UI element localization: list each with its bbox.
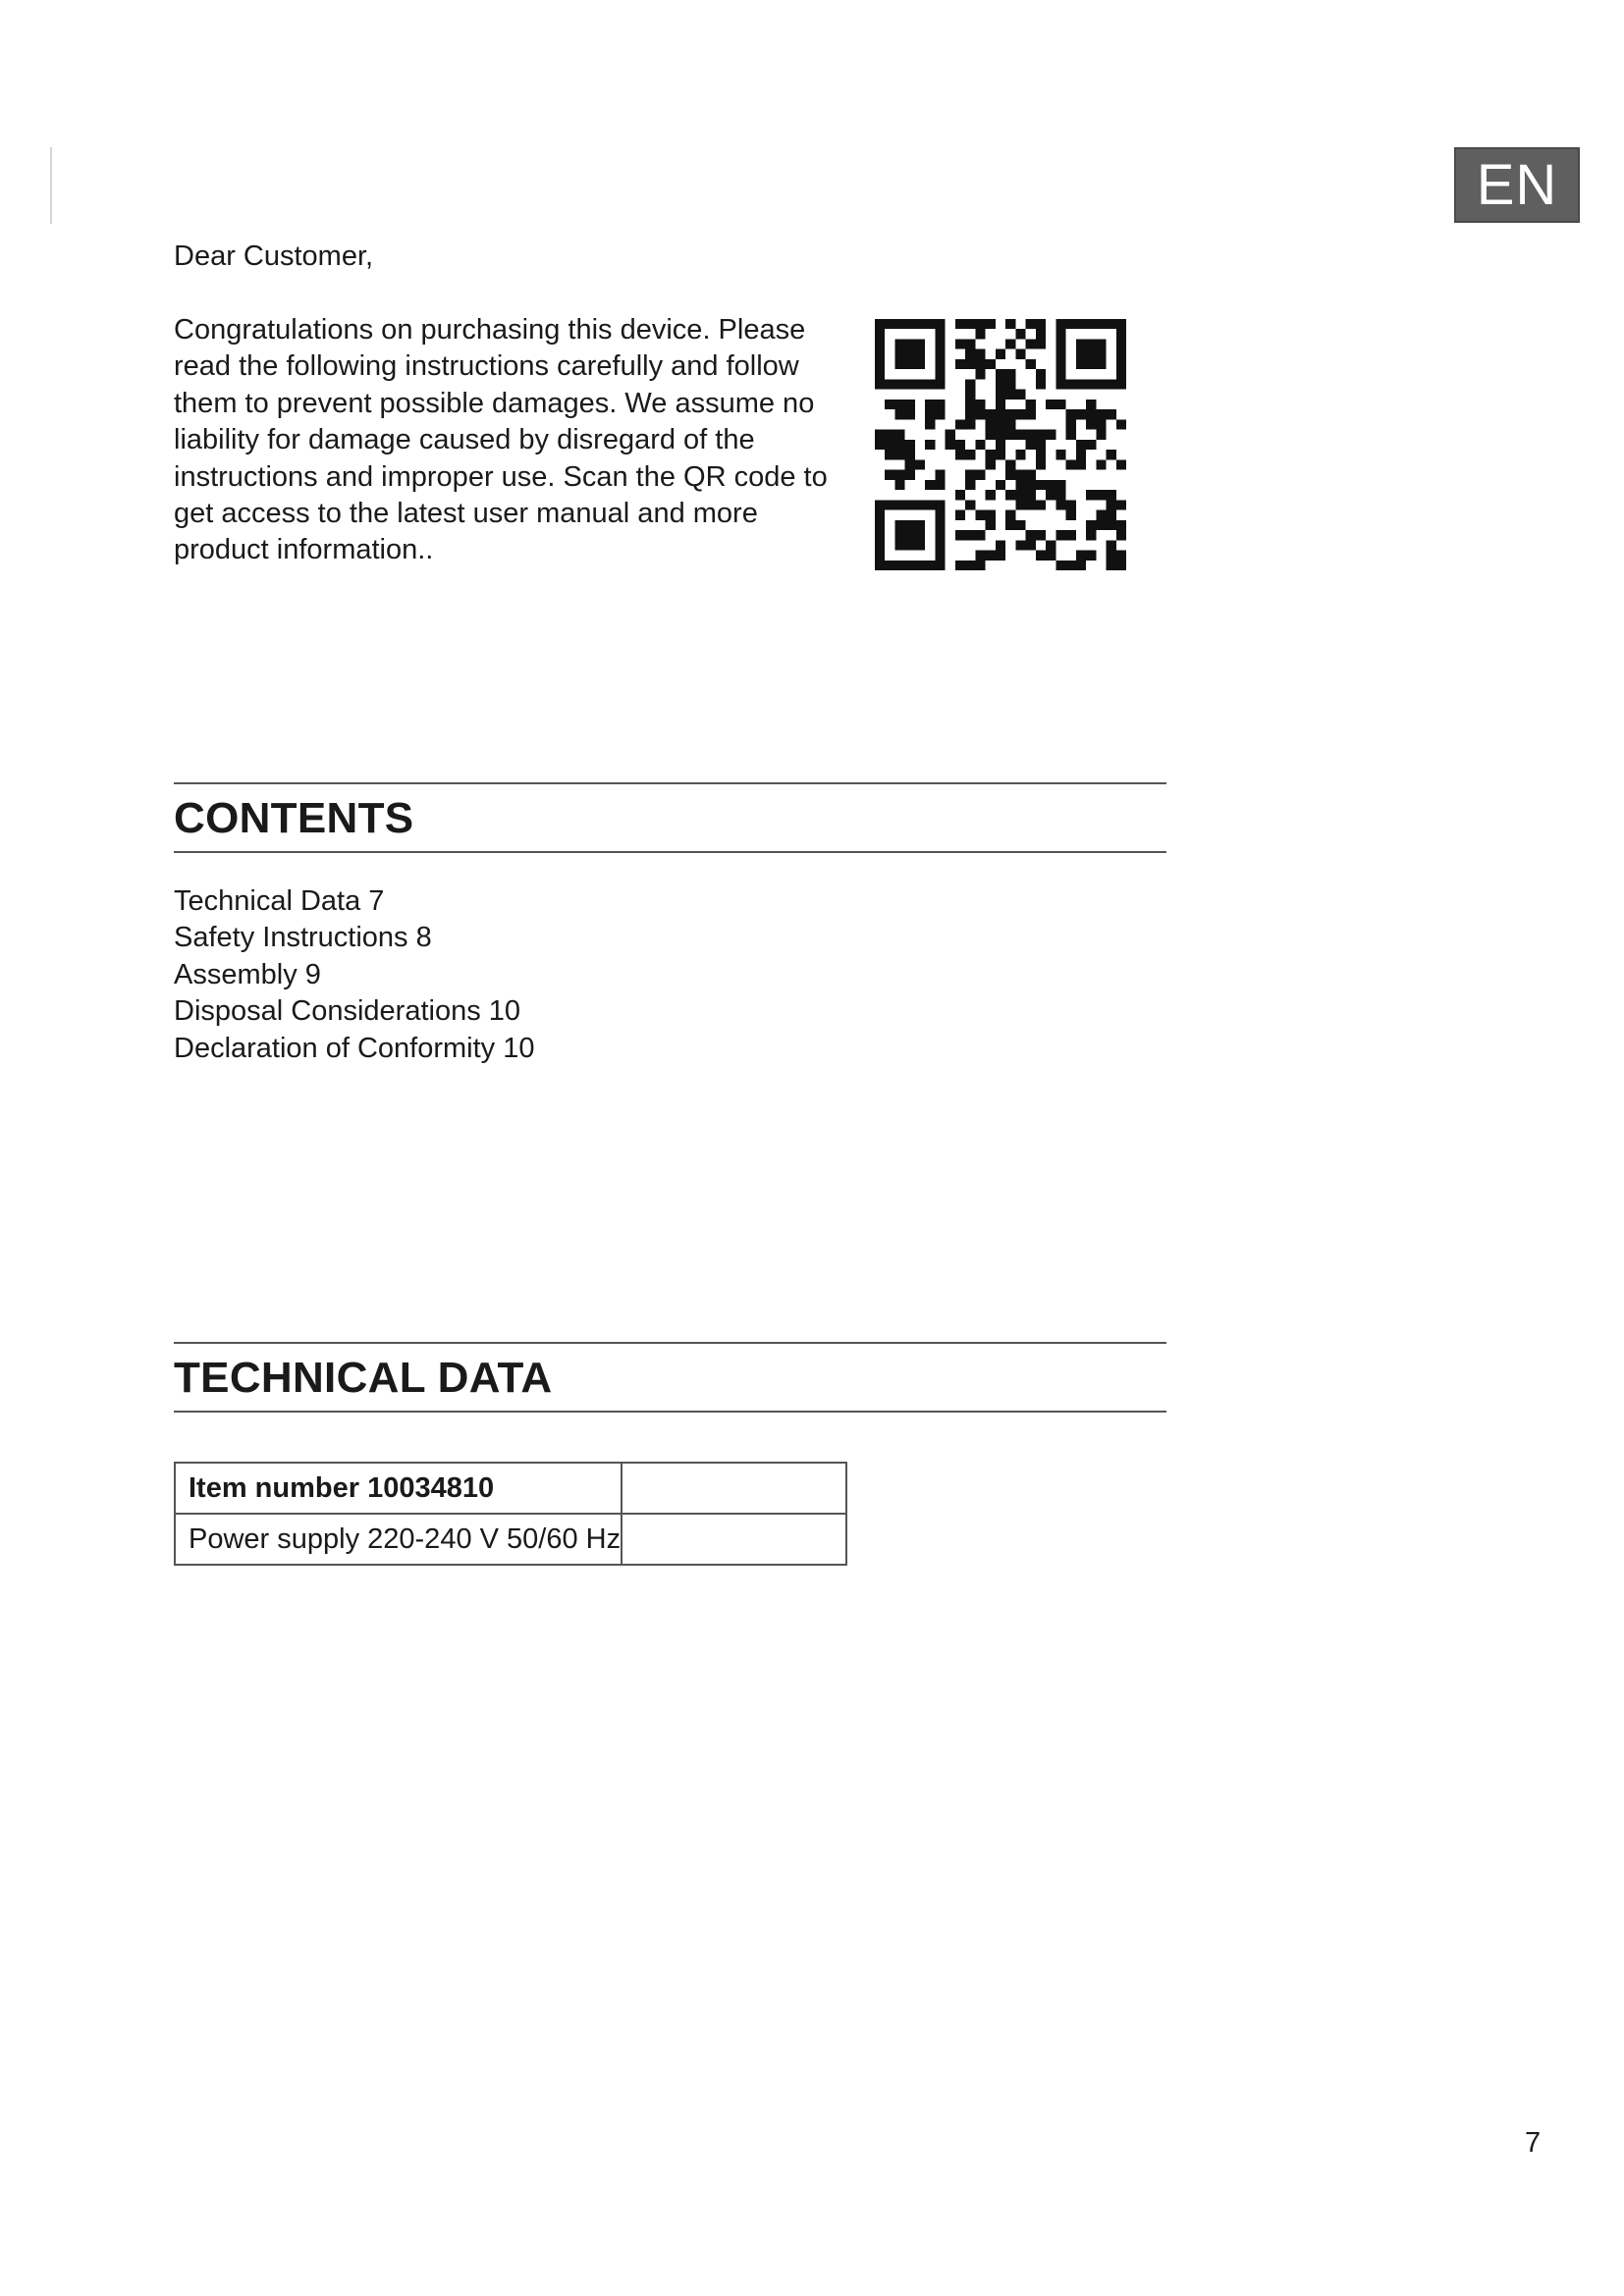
- table-row: [175, 1514, 846, 1565]
- page-number: 7: [1525, 2127, 1542, 2159]
- intro-paragraph: Congratulations on purchasing this device. Please read the following instructions carefully and follow them to prevent possible damages. We assume no liability for damage caused by disregard of the instructions and improper use. Scan the QR code to get access to the latest user manual and more product information..: [174, 314, 828, 566]
- contents-heading: CONTENTS: [174, 794, 414, 842]
- table-row: [175, 1463, 846, 1514]
- greeting: Dear Customer,: [174, 240, 374, 272]
- table-cell: [175, 1514, 622, 1565]
- table-cell: [622, 1463, 846, 1514]
- margin-rule: [50, 147, 52, 224]
- table-of-contents: [174, 883, 535, 1067]
- section-rule: [174, 1411, 1166, 1413]
- technical-data-heading: TECHNICAL DATA: [174, 1354, 553, 1402]
- toc-item[interactable]: Assembly 9: [174, 958, 321, 990]
- table-cell: [175, 1463, 622, 1514]
- section-rule: [174, 851, 1166, 853]
- item-number: Item number 10034810: [189, 1471, 495, 1504]
- table-cell: [622, 1514, 846, 1565]
- toc-item[interactable]: Safety Instructions 8: [174, 922, 432, 954]
- toc-item[interactable]: Disposal Considerations 10: [174, 995, 521, 1028]
- qr-code-icon[interactable]: [875, 319, 1126, 570]
- power-supply: Power supply 220-240 V 50/60 Hz: [189, 1522, 622, 1555]
- section-rule: [174, 1342, 1166, 1344]
- technical-data-table: [174, 1462, 847, 1566]
- toc-item[interactable]: Declaration of Conformity 10: [174, 1032, 535, 1064]
- language-badge: EN: [1454, 147, 1580, 223]
- toc-item[interactable]: Technical Data 7: [174, 885, 385, 917]
- section-rule: [174, 782, 1166, 784]
